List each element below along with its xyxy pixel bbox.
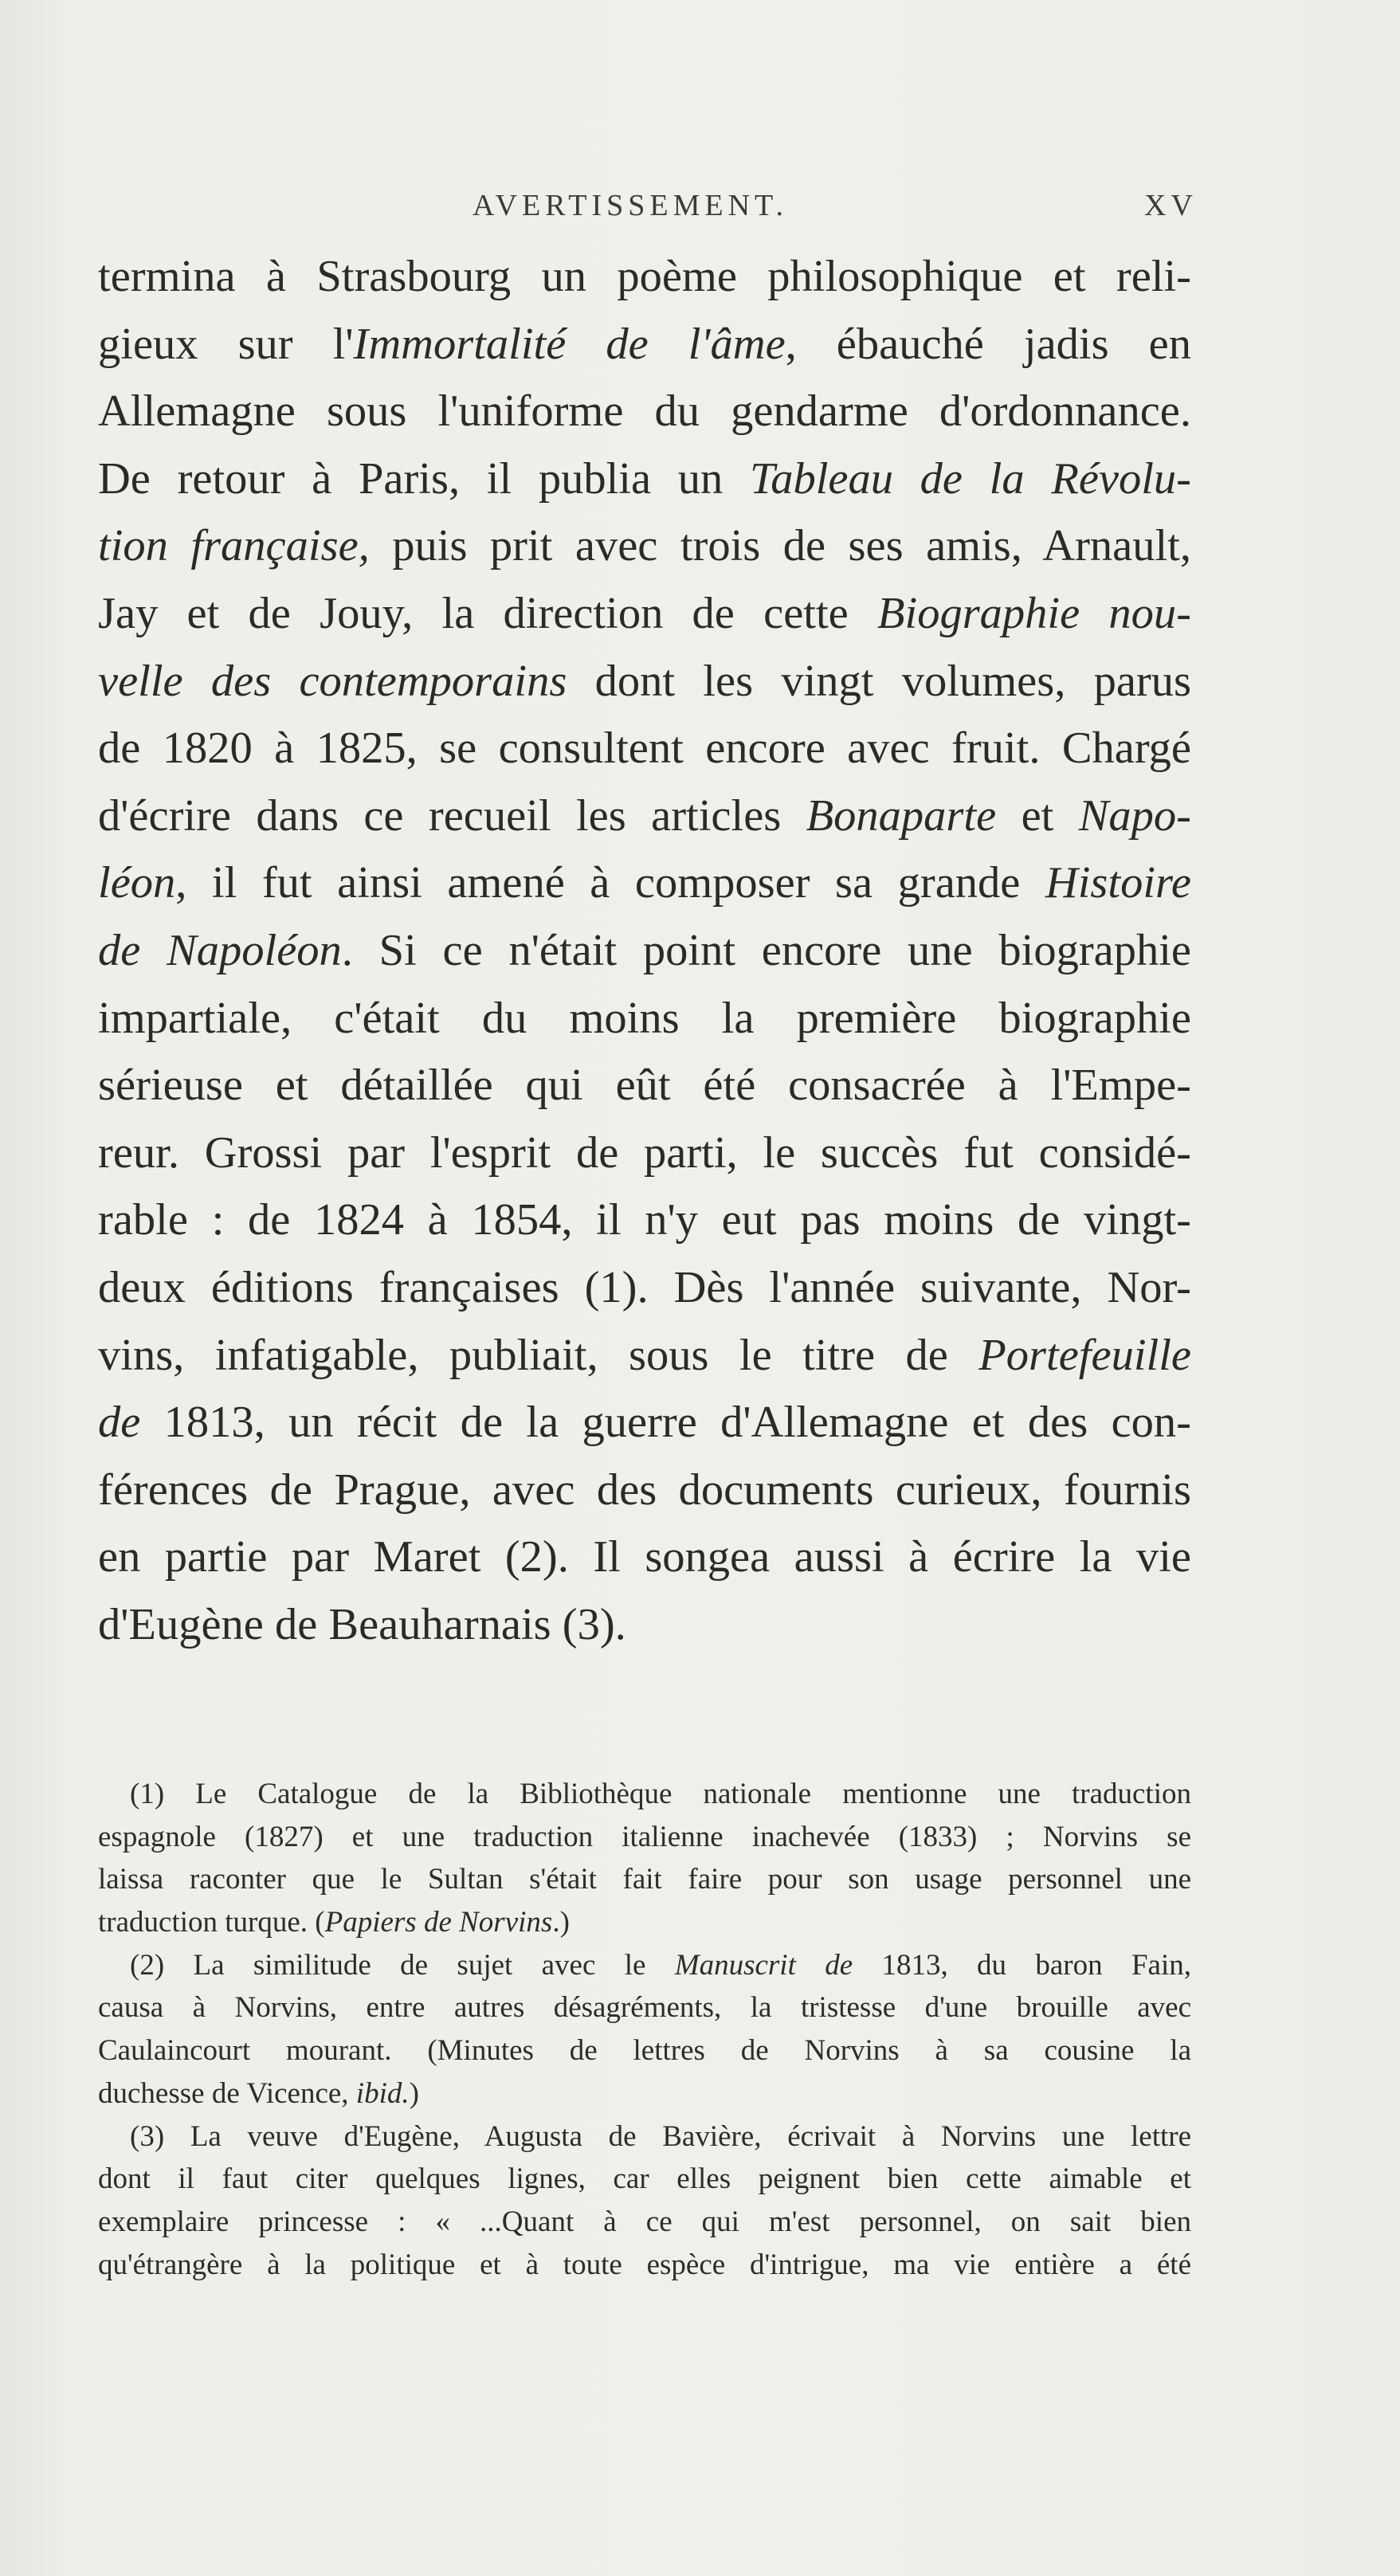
page-number: XV bbox=[1144, 189, 1198, 222]
body-line bbox=[98, 512, 1191, 580]
text-run: espagnole (1827) et une traduction italienne inachevée (1833) ; Norvins se bbox=[98, 1820, 1191, 1853]
body-line bbox=[98, 1457, 1191, 1524]
footnote-line bbox=[98, 2244, 1191, 2287]
body-line bbox=[98, 1591, 1191, 1659]
italic-run: tion française, bbox=[98, 521, 370, 571]
text-run: De retour à Paris, il publia un bbox=[98, 453, 750, 504]
text-run: d'Eugène de Beauharnais (3). bbox=[98, 1599, 626, 1649]
footnote-3 bbox=[98, 2115, 1191, 2287]
body-line bbox=[98, 1119, 1191, 1187]
text-run: , il fut ainsi amené à composer sa grande bbox=[175, 858, 1045, 908]
italic-run: Histoire bbox=[1045, 858, 1191, 908]
text-run: (2) La similitude de sujet avec le bbox=[130, 1948, 675, 1982]
footnote-1 bbox=[98, 1773, 1191, 1944]
text-run: gieux sur l' bbox=[98, 319, 354, 369]
text-run: férences de Prague, avec des documents curieux, fournis bbox=[98, 1464, 1191, 1515]
text-run: , ébauché jadis en bbox=[785, 319, 1191, 369]
text-run: termina à Strasbourg un poème philosophique et reli- bbox=[98, 252, 1191, 301]
body-line bbox=[98, 243, 1191, 311]
italic-run: Bonaparte bbox=[806, 790, 997, 841]
footnote-line bbox=[98, 1773, 1191, 1816]
text-run: causa à Norvins, entre autres désagréments, la tristesse d'une brouille avec bbox=[98, 1991, 1191, 2025]
body-line bbox=[98, 985, 1191, 1053]
footnote-line bbox=[98, 1858, 1191, 1901]
text-run: 1813, un récit de la guerre d'Allemagne et des con- bbox=[140, 1398, 1191, 1448]
italic-run: Papiers de Norvins bbox=[324, 1906, 553, 1939]
text-run: Caulaincourt mourant. (Minutes de lettres de Norvins à sa cousine la bbox=[98, 2034, 1191, 2068]
body-line bbox=[98, 1052, 1191, 1119]
text-run: ) bbox=[409, 2076, 419, 2110]
footnote-line bbox=[98, 1986, 1191, 2029]
italic-run: Biographie nou- bbox=[876, 588, 1191, 638]
footnote-line bbox=[98, 2072, 1191, 2115]
text-run: 1813, du baron Fain, bbox=[853, 1948, 1191, 1982]
footnote-line bbox=[98, 1944, 1191, 1987]
body-line bbox=[98, 1254, 1191, 1322]
text-run: qu'étrangère à la politique et à toute espèce d'intrigue, ma vie entière a été bbox=[98, 2248, 1191, 2281]
italic-run: Immortalité de l'âme bbox=[353, 319, 786, 369]
body-line bbox=[98, 378, 1191, 445]
text-run: (3) La veuve d'Eugène, Augusta de Bavière, écrivait à Norvins une lettre bbox=[130, 2119, 1191, 2153]
body-line bbox=[98, 1186, 1191, 1254]
footnote-line bbox=[98, 1816, 1191, 1859]
body-line bbox=[98, 311, 1191, 378]
footnotes bbox=[98, 1773, 1191, 2286]
text-run: duchesse de Vicence, bbox=[98, 2076, 356, 2110]
italic-run: léon bbox=[98, 858, 176, 908]
body-line bbox=[98, 715, 1191, 782]
text-run: deux éditions françaises (1). Dès l'année suivante, Nor- bbox=[98, 1262, 1191, 1312]
text-run: dont les vingt volumes, parus bbox=[567, 656, 1191, 706]
italic-run: Tableau de la Révolu- bbox=[749, 453, 1191, 504]
text-run: impartiale, c'était du moins la première biographie bbox=[98, 993, 1191, 1043]
text-run: vins, infatigable, publiait, sous le titre de bbox=[98, 1330, 979, 1380]
body-line bbox=[98, 580, 1191, 648]
footnote-line bbox=[98, 2158, 1191, 2201]
text-run: d'écrire dans ce recueil les articles bbox=[98, 790, 806, 841]
body-line bbox=[98, 1523, 1191, 1591]
text-run: Allemagne sous l'uniforme du gendarme d'ordonnance. bbox=[98, 386, 1191, 437]
text-run: en partie par Maret (2). Il songea aussi à écrire la vie bbox=[98, 1532, 1191, 1582]
running-head bbox=[0, 188, 1400, 228]
text-run: dont il faut citer quelques lignes, car elles peignent bien cette aimable et bbox=[98, 2162, 1191, 2196]
footnote-line bbox=[98, 2201, 1191, 2244]
italic-run: de bbox=[98, 1398, 141, 1448]
text-run: . Si ce n'était point encore une biographie bbox=[341, 925, 1191, 975]
body-line bbox=[98, 445, 1191, 513]
main-paragraph bbox=[98, 243, 1191, 1658]
italic-run: Portefeuille bbox=[978, 1330, 1191, 1380]
text-run: laissa raconter que le Sultan s'était fait faire pour son usage personnel une bbox=[98, 1863, 1191, 1896]
italic-run: ibid. bbox=[355, 2076, 410, 2110]
italic-run: Manuscrit de bbox=[674, 1948, 853, 1982]
body-line bbox=[98, 1389, 1191, 1457]
running-title: AVERTISSEMENT. bbox=[473, 189, 788, 222]
body-line bbox=[98, 1322, 1191, 1390]
footnote-2 bbox=[98, 1944, 1191, 2115]
italic-run: velle des contemporains bbox=[98, 656, 567, 706]
italic-run: Napo- bbox=[1078, 790, 1191, 841]
text-run: Jay et de Jouy, la direction de cette bbox=[98, 588, 877, 638]
text-run: rable : de 1824 à 1854, il n'y eut pas moins de vingt- bbox=[98, 1195, 1191, 1245]
text-run: (1) Le Catalogue de la Bibliothèque nationale mentionne une traduction bbox=[130, 1778, 1191, 1810]
body-line bbox=[98, 782, 1191, 850]
body-line bbox=[98, 917, 1191, 985]
body-line bbox=[98, 849, 1191, 917]
text-run: de 1820 à 1825, se consultent encore avec fruit. Chargé bbox=[98, 723, 1191, 774]
italic-run: de Napoléon bbox=[98, 925, 342, 975]
text-run: traduction turque. ( bbox=[98, 1906, 325, 1939]
text-run: reur. Grossi par l'esprit de parti, le succès fut considé- bbox=[98, 1127, 1191, 1178]
text-run: puis prit avec trois de ses amis, Arnault, bbox=[369, 521, 1192, 571]
footnote-line bbox=[98, 2115, 1191, 2158]
footnote-line bbox=[98, 1901, 1191, 1944]
text-run: et bbox=[996, 790, 1079, 841]
text-run: .) bbox=[552, 1906, 570, 1939]
body-line bbox=[98, 648, 1191, 716]
footnote-line bbox=[98, 2029, 1191, 2072]
text-run: sérieuse et détaillée qui eût été consacrée à l'Empe- bbox=[98, 1061, 1191, 1111]
text-run: exemplaire princesse : « ...Quant à ce qui m'est personnel, on sait bien bbox=[98, 2205, 1191, 2238]
